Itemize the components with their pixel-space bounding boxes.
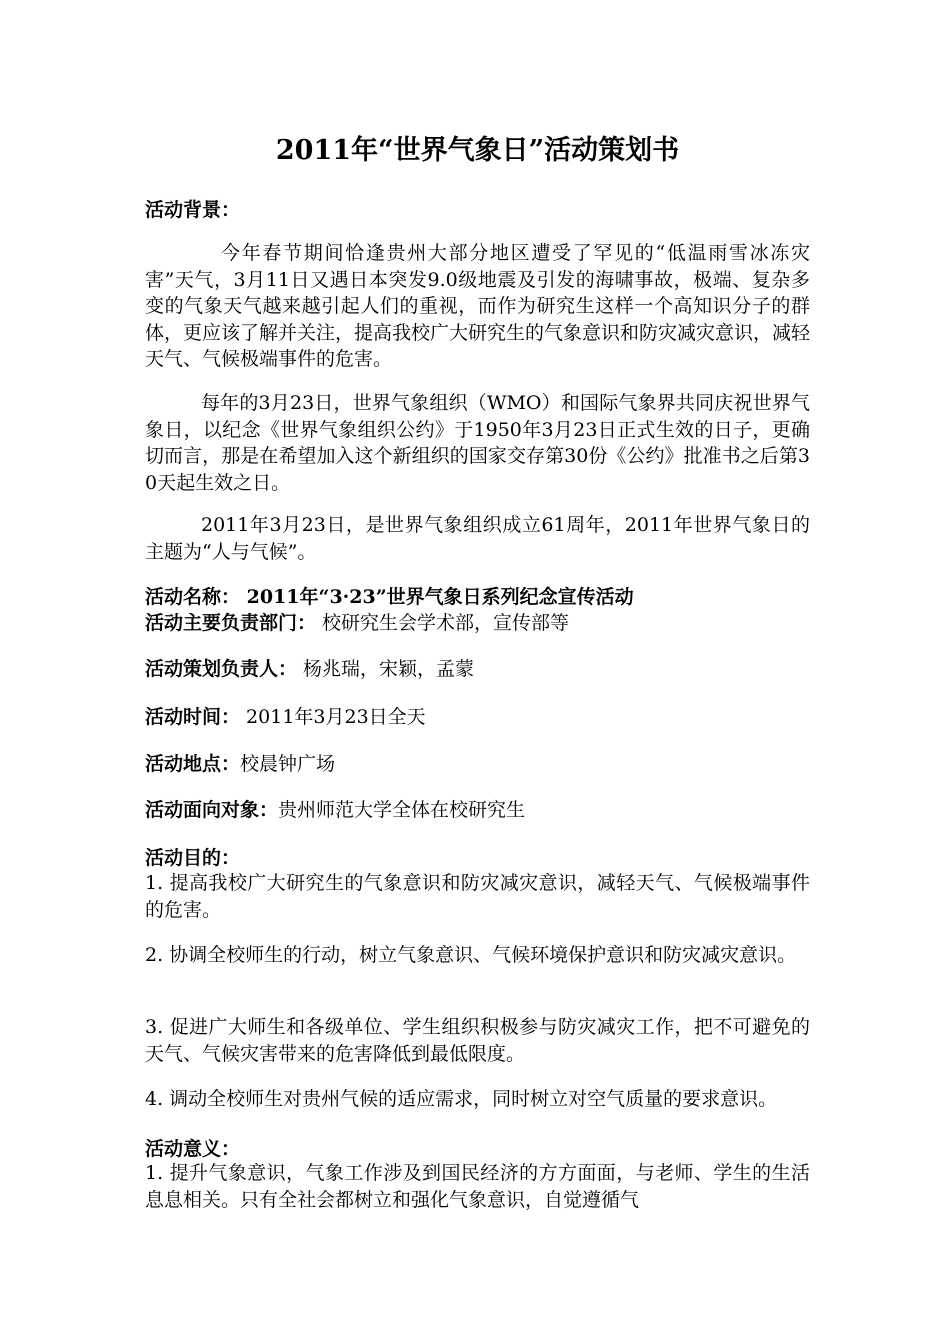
background-paragraph-3: 2011年3月23日，是世界气象组织成立61周年，2011年世界气象日的主题为“人与气候”。 xyxy=(145,514,810,563)
field-value: 2011年“3·23”世界气象日系列纪念宣传活动 xyxy=(240,586,634,608)
field-value: 贵州师范大学全体在校研究生 xyxy=(278,799,526,821)
document-title: 2011年“世界气象日”活动策划书 xyxy=(275,135,680,166)
field-label: 活动名称： xyxy=(145,586,241,608)
background-heading: 活动背景： xyxy=(145,199,241,221)
field-label: 活动主要负责部门： xyxy=(145,612,317,634)
purpose-item-1: 1. 提高我校广大研究生的气象意识和防灾减灾意识，减轻天气、气候极端事件的危害。 xyxy=(145,872,810,921)
field-value: 校研究生会学术部，宣传部等 xyxy=(316,612,570,634)
field-time xyxy=(145,704,426,730)
purpose-item-3: 3. 促进广大师生和各级单位、学生组织积极参与防灾减灾工作，把不可避免的天气、气候灾害带来的危害降低到最低限度。 xyxy=(145,1016,810,1065)
purpose-item-4: 4. 调动全校师生对贵州气候的适应需求，同时树立对空气质量的要求意识。 xyxy=(145,1088,778,1110)
background-paragraph-1: 今年春节期间恰逢贵州大部分地区遭受了罕见的“低温雨雪冰冻灾害”天气，3月11日又遇日本突发9.0级地震及引发的海啸事故，极端、复杂多变的气象天气越来越引起人们的重视，而作为研究生这样一个高知识分子的群体，更应该了解并关注，提高我校广大研究生的气象意识和防灾减灾意识，减轻天气、气候极端事件的危害。 xyxy=(145,242,811,371)
field-department xyxy=(145,610,569,636)
field-audience xyxy=(145,797,525,823)
purpose-heading: 活动目的： xyxy=(145,847,241,869)
field-label: 活动地点： xyxy=(145,753,241,775)
field-activity-name xyxy=(145,584,634,610)
significance-heading: 活动意义： xyxy=(145,1138,241,1160)
field-label: 活动策划负责人： xyxy=(145,658,298,680)
field-value: 杨兆瑞，宋颖，孟蒙 xyxy=(297,658,475,680)
field-place xyxy=(145,751,335,777)
field-label: 活动面向对象： xyxy=(145,799,279,821)
significance-item-1: 1. 提升气象意识，气象工作涉及到国民经济的方方面面，与老师、学生的生活息息相关。只有全社会都树立和强化气象意识，自觉遵循气 xyxy=(145,1162,810,1211)
field-value: 2011年3月23日全天 xyxy=(240,706,426,728)
background-paragraph-2: 每年的3月23日，世界气象组织（WMO）和国际气象界共同庆祝世界气象日，以纪念《世界气象组织公约》于1950年3月23日正式生效的日子，更确切而言，那是在希望加入这个新组织的国家交存第30份《公约》批准书之后第30天起生效之日。 xyxy=(145,392,810,494)
field-value: 校晨钟广场 xyxy=(240,753,336,775)
field-label: 活动时间： xyxy=(145,706,241,728)
purpose-item-2: 2. 协调全校师生的行动，树立气象意识、气候环境保护意识和防灾减灾意识。 xyxy=(145,944,797,966)
field-planner xyxy=(145,656,474,682)
